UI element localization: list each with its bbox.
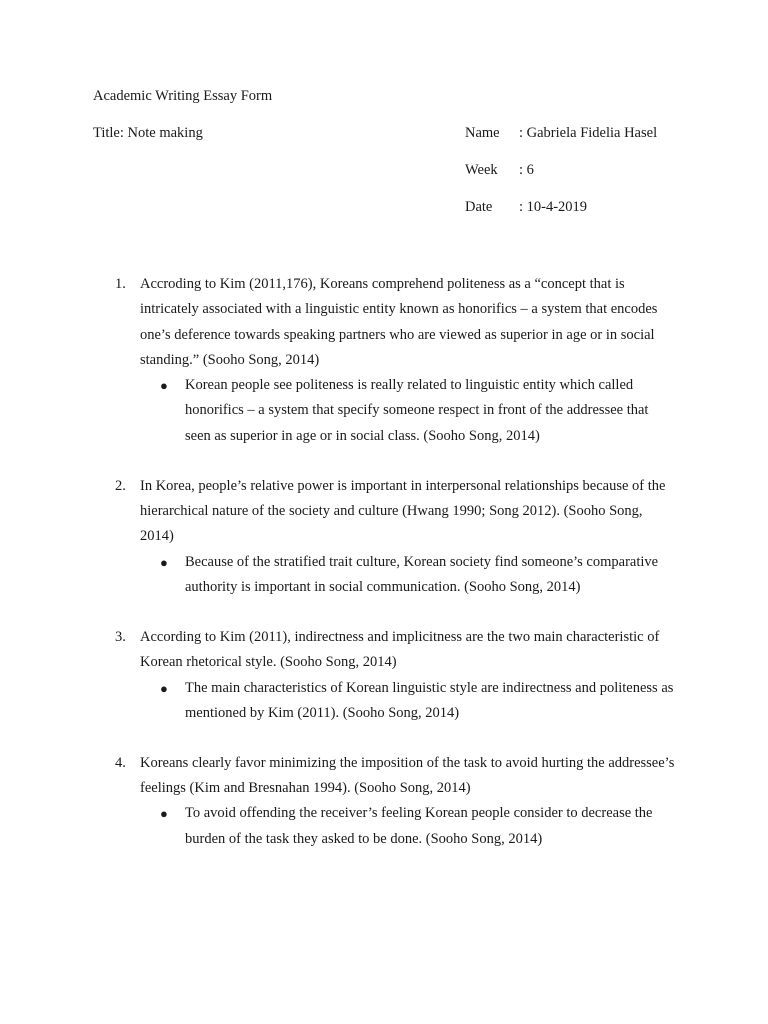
paraphrase-item <box>140 801 675 852</box>
paraphrase-text: Because of the stratified trait culture, Korean society find someone’s comparative authority is important in social communication. (Sooho Song, 2014) <box>185 553 659 595</box>
name-row <box>465 125 657 162</box>
bullet-icon: ● <box>160 378 168 394</box>
item-number: 3. <box>115 628 126 645</box>
date-value: : 10-4-2019 <box>519 199 588 215</box>
paraphrase-text: To avoid offending the receiver’s feeling Korean people consider to decrease the burden of the task they asked to be done. (Sooho Song, 2014) <box>185 805 653 847</box>
item-number: 2. <box>115 477 126 494</box>
note-item-3 <box>115 625 675 726</box>
week-row <box>465 162 657 199</box>
note-item-1 <box>115 272 675 449</box>
source-quote: Koreans clearly favor minimizing the imposition of the task to avoid hurting the addressee’s feelings (Kim and Bresnahan 1994). (Sooho Song, 2014) <box>140 754 675 797</box>
notes-list <box>115 272 675 852</box>
paraphrase-item <box>140 550 675 601</box>
source-quote: In Korea, people’s relative power is important in interpersonal relationships because of the hierarchical nature of the society and culture (Hwang 1990; Song 2012). (Sooho Song, 2014) <box>140 477 666 545</box>
week-label: Week <box>465 162 498 178</box>
note-item-2 <box>115 474 675 600</box>
note-item-4 <box>115 751 675 852</box>
paraphrase-list <box>140 373 675 449</box>
paraphrase-list <box>140 676 675 727</box>
paraphrase-list <box>140 550 675 601</box>
source-quote: According to Kim (2011), indirectness and implicitness are the two main characteristic of Korean rhetorical style. (Sooho Song, 2014) <box>140 628 660 671</box>
date-row <box>465 199 657 236</box>
week-value: : 6 <box>519 162 534 178</box>
essay-title: Title: Note making <box>93 125 203 141</box>
bullet-icon: ● <box>160 554 168 570</box>
date-label: Date <box>465 199 493 215</box>
item-number: 4. <box>115 754 126 771</box>
paraphrase-text: Korean people see politeness is really related to linguistic entity which called honorifics – a system that specify someone respect in front of the addressee that seen as superior in age or in social class. (Sooho Song, 2014) <box>185 377 649 444</box>
item-number: 1. <box>115 276 126 292</box>
source-quote: Accroding to Kim (2011,176), Koreans comprehend politeness as a “concept that is intricately associated with a linguistic entity known as honorifics – a system that encodes one’s deference towards speaking partners who are viewed as superior in age or in social standing.” (Sooho Song, 2014) <box>140 276 658 368</box>
bullet-icon: ● <box>160 806 168 822</box>
name-label: Name <box>465 125 500 141</box>
paraphrase-item <box>140 676 675 727</box>
paraphrase-list <box>140 801 675 852</box>
paraphrase-item <box>140 373 675 449</box>
paraphrase-text: The main characteristics of Korean linguistic style are indirectness and politeness as mentioned by Kim (2011). (Sooho Song, 2014) <box>185 679 674 721</box>
form-title: Academic Writing Essay Form <box>93 88 273 104</box>
name-value: : Gabriela Fidelia Hasel <box>519 125 658 141</box>
student-info <box>465 125 657 236</box>
bullet-icon: ● <box>160 680 168 696</box>
